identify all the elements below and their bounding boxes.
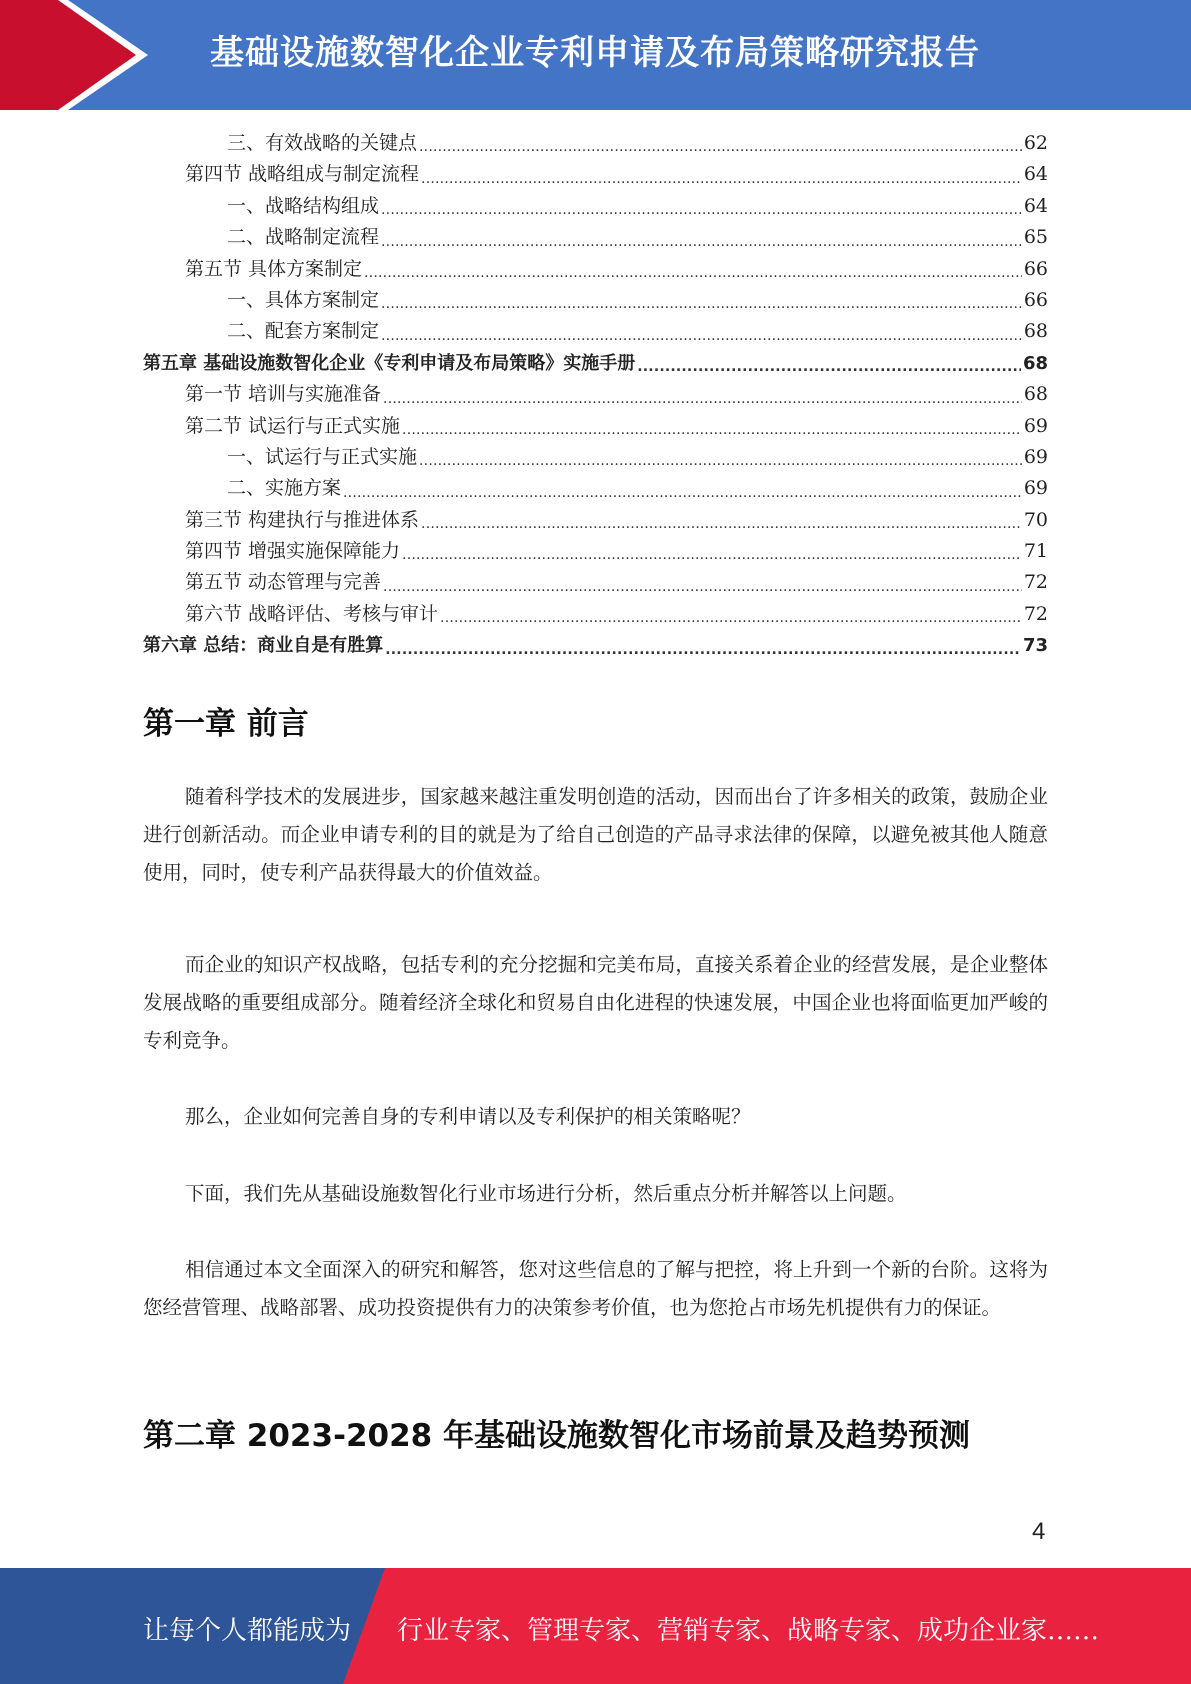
toc-leader-dots [440, 606, 1022, 630]
toc-leader-dots [421, 167, 1022, 191]
page-header [0, 0, 1191, 110]
toc-entry[interactable] [143, 316, 1048, 347]
toc-entry-page: 64 [1023, 163, 1048, 186]
toc-entry[interactable] [143, 379, 1048, 410]
toc-leader-dots [343, 481, 1022, 505]
toc-leader-dots [402, 418, 1022, 442]
toc-entry-title: 第一节 培训与实施准备 [185, 383, 382, 406]
toc-entry-page: 62 [1023, 131, 1048, 154]
toc-entry-title: 第五节 动态管理与完善 [185, 571, 382, 594]
toc-entry-title: 二、配套方案制定 [227, 320, 380, 343]
toc-entry-page: 66 [1023, 257, 1048, 280]
toc-entry-title: 一、试运行与正式实施 [227, 445, 418, 468]
toc-entry-chapter[interactable] [143, 630, 1048, 661]
toc-entry-page: 69 [1023, 445, 1048, 468]
toc-leader-dots [402, 543, 1022, 567]
toc-entry-page: 69 [1023, 477, 1048, 500]
toc-leader-dots [637, 355, 1021, 379]
toc-entry-title: 第四节 战略组成与制定流程 [185, 163, 420, 186]
toc-entry-title: 第六节 战略评估、考核与审计 [185, 602, 439, 625]
toc-entry-title: 第四节 增强实施保障能力 [185, 540, 401, 563]
toc-entry[interactable] [143, 159, 1048, 190]
toc-entry[interactable] [143, 536, 1048, 567]
toc-entry[interactable] [143, 599, 1048, 630]
toc-entry-title: 一、战略结构组成 [227, 194, 380, 217]
chapter1-paragraph: 随着科学技术的发展进步，国家越来越注重发明创造的活动，因而出台了许多相关的政策，鼓励企业进行创新活动。而企业申请专利的目的就是为了给自己创造的产品寻求法律的保障，以避免被其他人随意使用，同时，使专利产品获得最大的价值效益。 [143, 785, 1048, 884]
toc-entry-chapter[interactable] [143, 348, 1048, 379]
toc-leader-dots [381, 230, 1022, 254]
toc-entry-title: 第五章 基础设施数智化企业《专利申请及布局策略》实施手册 [143, 352, 636, 374]
toc-entry-title: 第三节 构建执行与推进体系 [185, 508, 420, 531]
page-number: 4 [1032, 1518, 1046, 1545]
toc-leader-dots [381, 324, 1022, 348]
chapter1-paragraph: 而企业的知识产权战略，包括专利的充分挖掘和完美布局，直接关系着企业的经营发展，是企业整体发展战略的重要组成部分。随着经济全球化和贸易自由化进程的快速发展，中国企业也将面临更加严峻的专利竞争。 [143, 953, 1048, 1052]
toc-entry-page: 72 [1023, 571, 1048, 594]
toc-entry-title: 第五节 具体方案制定 [185, 257, 363, 280]
chapter1-paragraph: 相信通过本文全面深入的研究和解答，您对这些信息的了解与把控，将上升到一个新的台阶。这将为您经营管理、战略部署、成功投资提供有力的决策参考价值，也为您抢占市场先机提供有力的保证。 [143, 1258, 1048, 1319]
report-title: 基础设施数智化企业专利申请及布局策略研究报告 [210, 33, 980, 73]
page-footer [0, 1568, 1191, 1684]
header-arrow-icon [0, 0, 150, 110]
table-of-contents [143, 128, 1048, 662]
toc-entry[interactable] [143, 505, 1048, 536]
toc-entry[interactable] [143, 411, 1048, 442]
toc-leader-dots [383, 575, 1022, 599]
toc-leader-dots [381, 198, 1022, 222]
toc-entry-page: 72 [1023, 602, 1048, 625]
toc-entry[interactable] [143, 191, 1048, 222]
toc-entry-title: 第二节 试运行与正式实施 [185, 414, 401, 437]
toc-entry-page: 68 [1023, 320, 1048, 343]
toc-entry-title: 二、战略制定流程 [227, 226, 380, 249]
toc-entry-page: 64 [1023, 194, 1048, 217]
toc-entry-page: 69 [1023, 414, 1048, 437]
chapter1-paragraph: 那么，企业如何完善自身的专利申请以及专利保护的相关策略呢？ [185, 1105, 751, 1128]
toc-leader-dots [419, 449, 1022, 473]
footer-slogan-right: 行业专家、管理专家、营销专家、战略专家、成功企业家…… [397, 1616, 1100, 1646]
toc-leader-dots [385, 638, 1021, 662]
toc-entry-title: 第六章 总结：商业自是有胜算 [143, 635, 384, 657]
toc-leader-dots [383, 387, 1022, 411]
toc-entry-page: 66 [1023, 288, 1048, 311]
toc-entry-page: 71 [1023, 540, 1048, 563]
toc-entry[interactable] [143, 285, 1048, 316]
chapter1-paragraph: 下面，我们先从基础设施数智化行业市场进行分析，然后重点分析并解答以上问题。 [185, 1182, 907, 1205]
toc-entry[interactable] [143, 254, 1048, 285]
toc-entry-title: 三、有效战略的关键点 [227, 131, 418, 154]
toc-entry[interactable] [143, 222, 1048, 253]
footer-slogan-left: 让每个人都能成为 [143, 1616, 352, 1646]
toc-entry[interactable] [143, 128, 1048, 159]
toc-leader-dots [381, 292, 1022, 316]
toc-entry-page: 70 [1023, 508, 1048, 531]
toc-entry-title: 一、具体方案制定 [227, 288, 380, 311]
toc-entry-page: 68 [1022, 352, 1048, 374]
chapter1-heading: 第一章 前言 [143, 706, 309, 742]
toc-entry-page: 73 [1022, 635, 1048, 657]
toc-leader-dots [419, 135, 1022, 159]
chapter2-heading: 第二章 2023-2028 年基础设施数智化市场前景及趋势预测 [143, 1418, 971, 1454]
toc-entry-title: 二、实施方案 [227, 477, 342, 500]
toc-leader-dots [364, 261, 1022, 285]
toc-entry-page: 68 [1023, 383, 1048, 406]
toc-leader-dots [421, 512, 1022, 536]
toc-entry[interactable] [143, 567, 1048, 598]
toc-entry[interactable] [143, 442, 1048, 473]
toc-entry[interactable] [143, 473, 1048, 504]
toc-entry-page: 65 [1023, 226, 1048, 249]
